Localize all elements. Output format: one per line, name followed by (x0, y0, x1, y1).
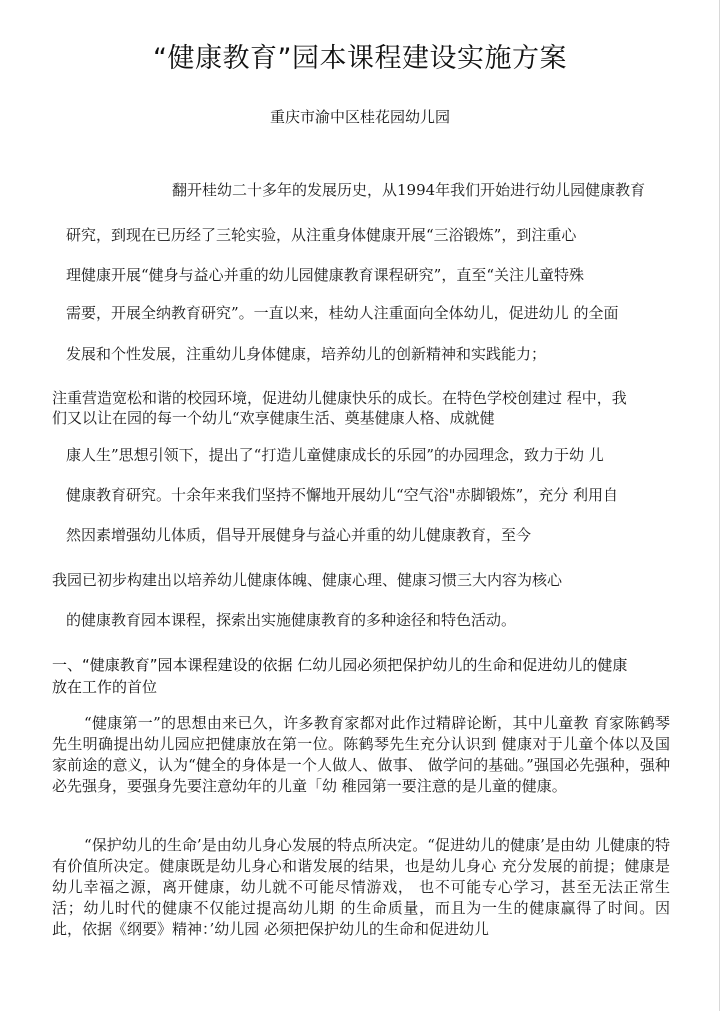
intro-line: 研究，到现在已历经了三轮实验，从注重身体健康开展“三浴锻炼”，到注重心 (66, 226, 577, 244)
body-paragraph: “保护幼儿的生命’是由幼儿身心发展的特点所决定。“促进幼儿的健康’是由幼 儿健康的特有价值所决定。健康既是幼儿身心和谐发展的结果，也是幼儿身心 充分发展的前提；健康是幼儿幸福之源，离开健康，幼儿就不可能尽情游戏， 也不可能专心学习，甚至无法正常生活；幼儿时代的健康不仅能过提高幼儿期 的生命质量，而且为一生的健康赢得了时间。因此，依据《纲要》精神：’幼儿园 必须把保护幼儿的生命和促进幼儿 (52, 836, 670, 938)
section-heading-continued: 放在工作的首位 (52, 678, 158, 696)
intro-line: 翻开桂幼二十多年的发展历史，从1994年我们开始进行幼儿园健康教育 (172, 181, 646, 199)
body-paragraph: “健康第一”的思想由来已久，许多教育家都对此作过精辟论断，其中儿童教 育家陈鹤琴先生明确提出幼儿园应把健康放在第一位。陈鹤琴先生充分认识到 健康对于儿童个体以及国家前途的意义，认为“健全的身体是一个人做人、做事、 做学问的基础。”强国必先强种，强种必先强身，要强身先要注意幼年的儿童「幼 稚园第一要注意的是儿童的健康。 (52, 714, 670, 795)
intro-line: 康人生”思想引领下，提出了“打造儿童健康成长的乐园”的办园理念，致力于幼 儿 (66, 446, 604, 464)
intro-line: 健康教育研究。十余年来我们坚持不懈地开展幼儿“空气浴"赤脚锻炼”，充分 利用自 (66, 486, 619, 504)
intro-line: 注重营造宽松和谐的校园环境，促进幼儿健康快乐的成长。在特色学校创建过 程中，我 (52, 389, 627, 407)
document-subtitle: 重庆市渝中区桂花园幼儿园 (269, 108, 450, 126)
intro-line: 我园已初步构建出以培养幼儿健康体魄、健康心理、健康习惯三大内容为核心 (52, 571, 563, 589)
section-heading: 一、“健康教育”园本课程建设的依据 仁幼儿园必须把保护幼儿的生命和促进幼儿的健康 (52, 656, 628, 674)
intro-line: 需要，开展全纳教育研究”。一直以来，桂幼人注重面向全体幼儿，促进幼儿 的全面 (66, 304, 619, 322)
document-title: “健康教育”园本课程建设实施方案 (153, 43, 567, 74)
intro-line: 的健康教育园本课程，探索出实施健康教育的多种途径和特色活动。 (66, 611, 517, 629)
intro-line: 们又以让在园的每一个幼儿“欢享健康生活、奠基健康人格、成就健 (52, 409, 495, 427)
intro-line: 然因素增强幼儿体质，倡导开展健身与益心并重的幼儿健康教育，至今 (66, 526, 532, 544)
intro-line: 理健康开展“健身与益心并重的幼儿园健康教育课程研究”，直至“关注儿童特殊 (66, 266, 585, 284)
intro-line: 发展和个性发展，注重幼儿身体健康，培养幼儿的创新精神和实践能力； (66, 345, 547, 363)
